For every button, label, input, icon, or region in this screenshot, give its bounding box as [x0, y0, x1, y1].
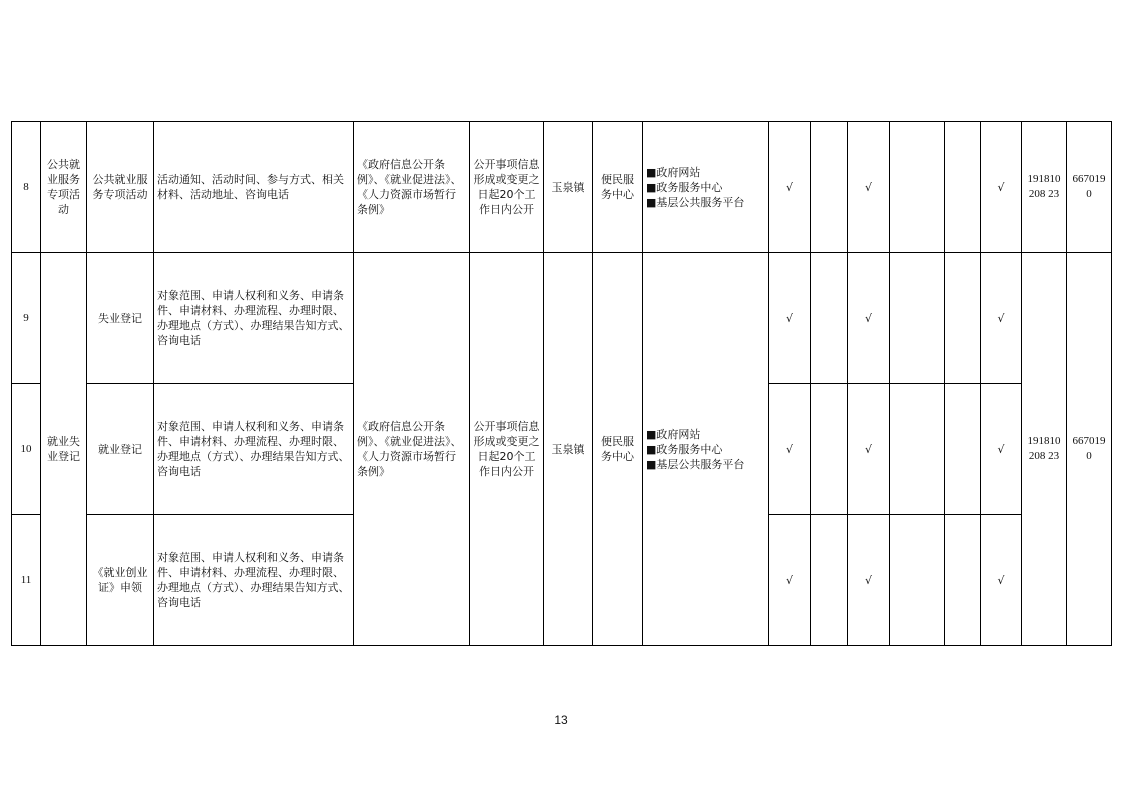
check-cell: √	[981, 253, 1022, 384]
check-cell: √	[981, 122, 1022, 253]
channel-item: ■政府网站	[646, 427, 701, 441]
item-cell: 公共就业服务专项活动	[87, 122, 154, 253]
disclosure-table	[11, 121, 1112, 646]
channel-item: ■基层公共服务平台	[646, 457, 745, 471]
phone-cell: 6670190	[1067, 253, 1112, 646]
check-cell	[890, 384, 945, 515]
item-cell: 就业登记	[87, 384, 154, 515]
basis-cell: 《政府信息公开条例》、《就业促进法》、《人力资源市场暂行条例》	[354, 253, 470, 646]
content-cell: 对象范围、申请人权利和义务、申请条件、申请材料、办理流程、办理时限、办理地点（方式）、办理结果告知方式、咨询电话	[154, 515, 354, 646]
subject-cell: 玉泉镇	[544, 253, 593, 646]
check-cell: √	[769, 515, 811, 646]
timing-cell: 公开事项信息形成或变更之日起20个工作日内公开	[470, 253, 544, 646]
content-cell: 活动通知、活动时间、参与方式、相关材料、活动地址、咨询电话	[154, 122, 354, 253]
check-cell	[945, 253, 981, 384]
phone-cell: 191810208 23	[1022, 122, 1067, 253]
place-cell: 便民服务中心	[593, 253, 643, 646]
page-number: 13	[554, 713, 568, 727]
category-cell: 就业失业登记	[41, 253, 87, 646]
check-cell	[811, 122, 848, 253]
check-cell: √	[848, 515, 890, 646]
check-cell: √	[981, 384, 1022, 515]
content-cell: 对象范围、申请人权利和义务、申请条件、申请材料、办理流程、办理时限、办理地点（方式）、办理结果告知方式、咨询电话	[154, 384, 354, 515]
item-cell: 失业登记	[87, 253, 154, 384]
phone-cell: 6670190	[1067, 122, 1112, 253]
channel-item: ■基层公共服务平台	[646, 195, 745, 209]
check-cell	[945, 384, 981, 515]
check-cell: √	[769, 253, 811, 384]
row-number: 11	[12, 515, 41, 646]
check-cell	[890, 122, 945, 253]
check-cell	[890, 515, 945, 646]
check-cell	[945, 122, 981, 253]
check-cell	[945, 515, 981, 646]
row-number: 8	[12, 122, 41, 253]
check-cell	[811, 515, 848, 646]
channel-item: ■政务服务中心	[646, 180, 723, 194]
table-row	[12, 122, 1112, 253]
check-cell: √	[981, 515, 1022, 646]
check-cell: √	[848, 384, 890, 515]
row-number: 10	[12, 384, 41, 515]
check-cell: √	[769, 384, 811, 515]
subject-cell: 玉泉镇	[544, 122, 593, 253]
channel-item: ■政府网站	[646, 165, 701, 179]
channel-cell	[643, 122, 769, 253]
item-cell: 《就业创业证》申领	[87, 515, 154, 646]
check-cell: √	[769, 122, 811, 253]
channel-cell	[643, 253, 769, 646]
phone-cell: 191810208 23	[1022, 253, 1067, 646]
category-cell: 公共就业服务专项活动	[41, 122, 87, 253]
check-cell	[811, 253, 848, 384]
check-cell	[890, 253, 945, 384]
channel-item: ■政务服务中心	[646, 442, 723, 456]
content-cell: 对象范围、申请人权利和义务、申请条件、申请材料、办理流程、办理时限、办理地点（方式）、办理结果告知方式、咨询电话	[154, 253, 354, 384]
check-cell: √	[848, 253, 890, 384]
basis-cell: 《政府信息公开条例》、《就业促进法》、《人力资源市场暂行条例》	[354, 122, 470, 253]
timing-cell: 公开事项信息形成或变更之日起20个工作日内公开	[470, 122, 544, 253]
row-number: 9	[12, 253, 41, 384]
place-cell: 便民服务中心	[593, 122, 643, 253]
check-cell: √	[848, 122, 890, 253]
check-cell	[811, 384, 848, 515]
table-row	[12, 253, 1112, 384]
